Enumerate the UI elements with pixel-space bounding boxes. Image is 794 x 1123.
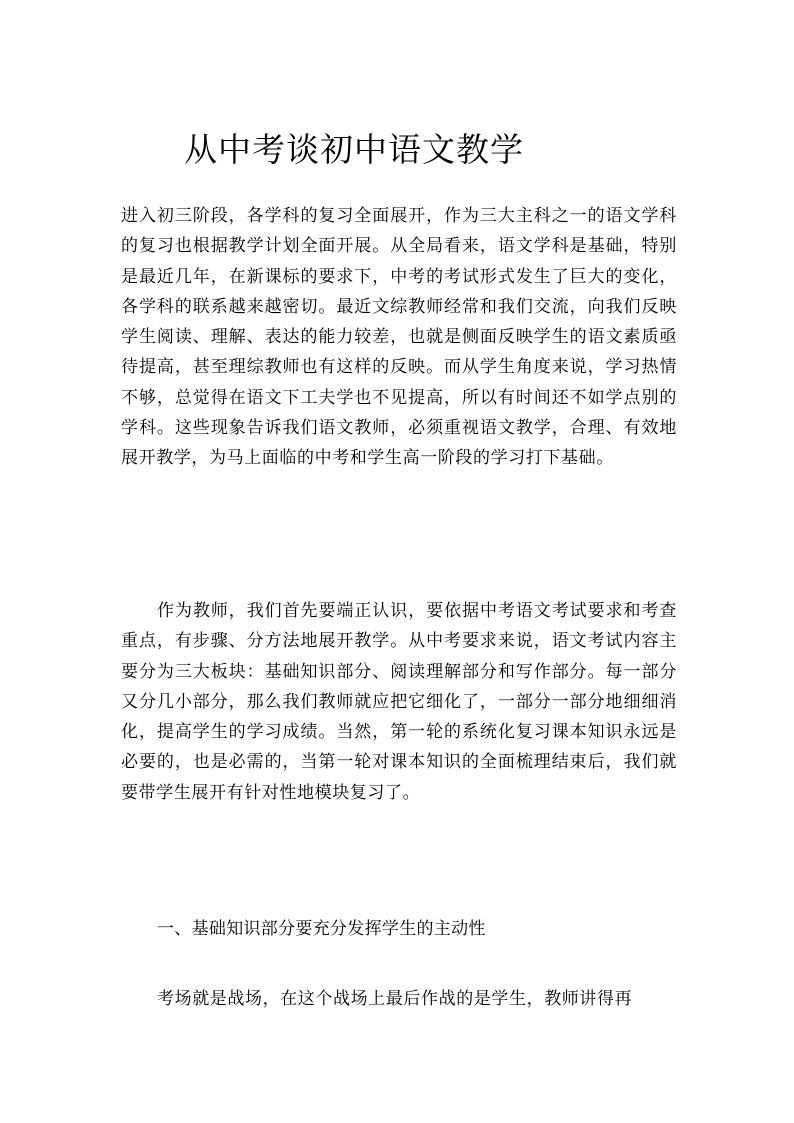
body-paragraph: 作为教师，我们首先要端正认识，要依据中考语文考试要求和考查重点，有步骤、分方法地展开教学。从中考要求来说，语文考试内容主要分为三大板块：基础知识部分、阅读理解部分和写作部分。每一部分又分几小部分，那么我们教师就应把它细化了，一部分一部分地细细消化，提高学生的学习成绩。当然，第一轮的系统化复习课本知识永远是必要的，也是必需的，当第一轮对课本知识的全面梳理结束后，我们就要带学生展开有针对性地模块复习了。	[121, 601, 677, 803]
section-heading: 一、基础知识部分要充分发挥学生的主动性	[157, 919, 486, 939]
document-title: 从中考谈初中语文教学	[184, 130, 524, 169]
section-paragraph: 考场就是战场，在这个战场上最后作战的是学生，教师讲得再	[157, 989, 633, 1009]
intro-paragraph: 进入初三阶段，各学科的复习全面展开，作为三大主科之一的语文学科的复习也根据教学计划全面开展。从全局看来，语文学科是基础，特别是最近几年，在新课标的要求下，中考的考试形式发生了巨大的变化，各学科的联系越来越密切。最近文综教师经常和我们交流，向我们反映学生阅读、理解、表达的能力较差，也就是侧面反映学生的语文素质亟待提高，甚至理综教师也有这样的反映。而从学生角度来说，学习热情不够，总觉得在语文下工夫学也不见提高，所以有时间还不如学点别的学科。这些现象告诉我们语文教师，必须重视语文教学，合理、有效地展开教学，为马上面临的中考和学生高一阶段的学习打下基础。	[121, 206, 677, 469]
